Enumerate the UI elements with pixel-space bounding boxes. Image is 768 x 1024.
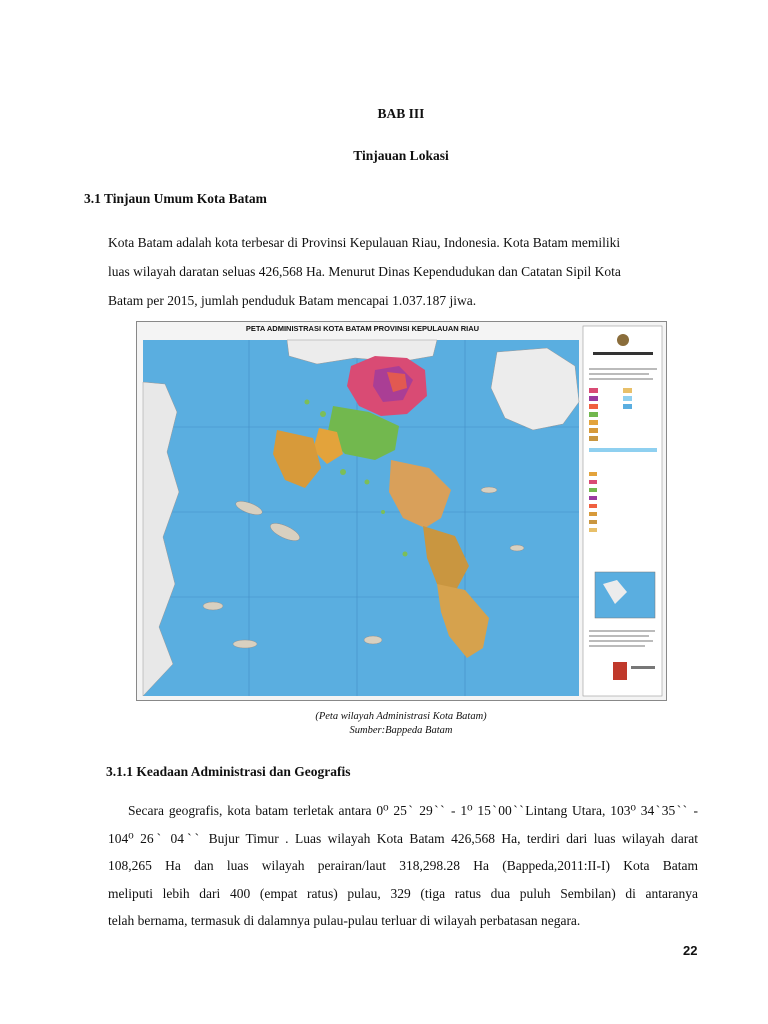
paragraph-line: meliputi lebih dari 400 (empat ratus) pulau, 329 (tiga ratus dua puluh Sembilan) di antaranya [108, 885, 698, 901]
chapter-subtitle: Tinjauan Lokasi [353, 148, 449, 163]
caption-source: Sumber:Bappeda Batam [349, 725, 453, 736]
paragraph-line: Kota Batam adalah kota terbesar di Provinsi Kepulauan Riau, Indonesia. Kota Batam memiliki [108, 235, 621, 250]
map-title: PETA ADMINISTRASI KOTA BATAM PROVINSI KEPULAUAN RIAU [245, 324, 480, 333]
paragraph-line: Secara geografis, kota batam terletak antara 0⁰ 25ˋ 29ˋˋ - 1⁰ 15ˋ00ˋˋLintang Utara, 103⁰ 34ˋ35ˋˋ - [128, 803, 698, 818]
caption-title: (Peta wilayah Administrasi Kota Batam) [315, 711, 487, 722]
paragraph-line: telah bernama, termasuk di dalamnya pulau-pulau terluar di wilayah perbatasan negara. [108, 913, 581, 928]
map-illustration [137, 322, 666, 700]
intro-paragraph [108, 228, 698, 315]
chapter-heading: BAB III [377, 106, 425, 121]
figure-caption [0, 710, 768, 738]
section-heading: 3.1 Tinjaun Umum Kota Batam [84, 191, 267, 206]
page-number: 22 [683, 943, 698, 958]
paragraph-line: 108,265 Ha dan luas wilayah perairan/laut 318,298.28 Ha (Bappeda,2011:II-I) Kota Batam [108, 858, 698, 873]
paragraph-line: 104⁰ 26ˋ 04ˋˋ Bujur Timur . Luas wilayah Kota Batam 426,568 Ha, terdiri dari luas wilayah darat [108, 830, 698, 846]
paragraph-line: luas wilayah daratan seluas 426,568 Ha. Menurut Dinas Kependudukan dan Catatan Sipil Kota [108, 264, 621, 279]
subsection-heading: 3.1.1 Keadaan Administrasi dan Geografis [106, 764, 351, 779]
geography-paragraph [108, 797, 698, 935]
paragraph-line: Batam per 2015, jumlah penduduk Batam mencapai 1.037.187 jiwa. [108, 293, 477, 308]
administrative-map [136, 321, 667, 701]
